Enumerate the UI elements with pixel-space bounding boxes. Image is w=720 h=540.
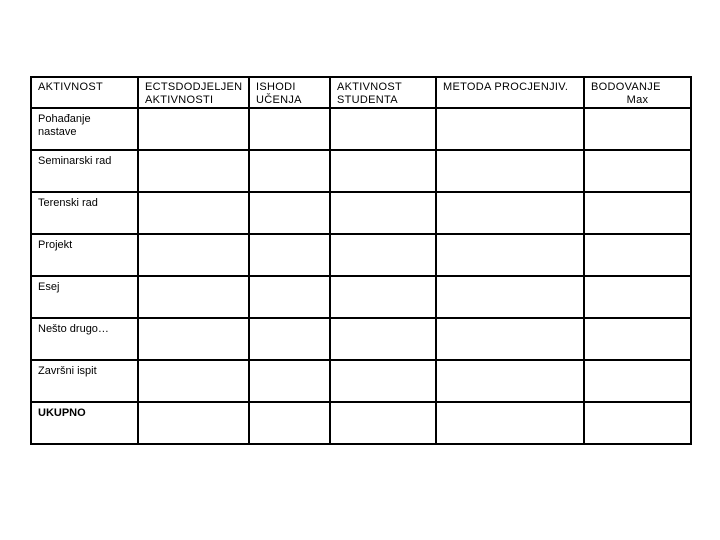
row-label: Esej: [38, 281, 60, 293]
table-row: [31, 360, 691, 402]
cell-student-activity[interactable]: [330, 192, 436, 234]
header-method: [436, 77, 584, 108]
cell-points[interactable]: [584, 192, 691, 234]
header-points: [584, 77, 691, 108]
cell-points[interactable]: [584, 360, 691, 402]
cell-ects[interactable]: [138, 276, 249, 318]
row-label-cell: [31, 318, 138, 360]
cell-points[interactable]: [584, 276, 691, 318]
cell-method[interactable]: [436, 360, 584, 402]
cell-method[interactable]: [436, 234, 584, 276]
row-label: Pohađanje: [38, 113, 91, 125]
cell-points[interactable]: [584, 318, 691, 360]
header-student-activity-label-line2: STUDENTA: [337, 94, 398, 106]
cell-ects[interactable]: [138, 234, 249, 276]
row-label-cell: [31, 108, 138, 150]
header-ects-label-line2: AKTIVNOSTI: [145, 94, 214, 106]
cell-outcomes[interactable]: [249, 360, 330, 402]
table-total-row: [31, 402, 691, 444]
cell-points[interactable]: [584, 108, 691, 150]
cell-student-activity[interactable]: [330, 108, 436, 150]
cell-student-activity[interactable]: [330, 360, 436, 402]
cell-outcomes[interactable]: [249, 108, 330, 150]
cell-student-activity[interactable]: [330, 402, 436, 444]
cell-method[interactable]: [436, 318, 584, 360]
header-outcomes-label: ISHODI: [256, 81, 296, 93]
cell-student-activity[interactable]: [330, 150, 436, 192]
header-method-label: METODA PROCJENJIV.: [443, 81, 569, 93]
cell-method[interactable]: [436, 108, 584, 150]
cell-student-activity[interactable]: [330, 318, 436, 360]
total-label: UKUPNO: [38, 407, 86, 419]
cell-outcomes[interactable]: [249, 402, 330, 444]
row-label: Seminarski rad: [38, 155, 112, 167]
row-label-cell: [31, 234, 138, 276]
cell-ects[interactable]: [138, 360, 249, 402]
table-row: [31, 108, 691, 150]
cell-method[interactable]: [436, 402, 584, 444]
table-row: [31, 192, 691, 234]
table-row: [31, 234, 691, 276]
cell-ects[interactable]: [138, 402, 249, 444]
table-row: [31, 150, 691, 192]
cell-ects[interactable]: [138, 108, 249, 150]
cell-ects[interactable]: [138, 192, 249, 234]
cell-method[interactable]: [436, 192, 584, 234]
header-ects-label: ECTSDODJELJEN: [145, 81, 243, 93]
row-label-cell: [31, 276, 138, 318]
table-row: [31, 276, 691, 318]
cell-outcomes[interactable]: [249, 234, 330, 276]
cell-outcomes[interactable]: [249, 318, 330, 360]
cell-ects[interactable]: [138, 150, 249, 192]
cell-points[interactable]: [584, 402, 691, 444]
row-label: Projekt: [38, 239, 73, 251]
row-label: Terenski rad: [38, 197, 98, 209]
header-activity: [31, 77, 138, 108]
row-label-cell: [31, 402, 138, 444]
table-row: [31, 318, 691, 360]
cell-points[interactable]: [584, 234, 691, 276]
row-label-cell: [31, 360, 138, 402]
header-points-label-line2: Max: [626, 94, 649, 106]
row-label-cell: [31, 150, 138, 192]
cell-outcomes[interactable]: [249, 150, 330, 192]
cell-outcomes[interactable]: [249, 192, 330, 234]
row-label: Završni ispit: [38, 365, 97, 377]
row-label-cell: [31, 192, 138, 234]
row-label-line2: nastave: [38, 126, 77, 138]
header-outcomes-label-line2: UČENJA: [256, 94, 302, 106]
header-points-label: BODOVANJE: [591, 81, 661, 93]
header-student-activity: [330, 77, 436, 108]
header-student-activity-label: AKTIVNOST: [337, 81, 403, 93]
cell-method[interactable]: [436, 276, 584, 318]
cell-method[interactable]: [436, 150, 584, 192]
header-ects: [138, 77, 249, 108]
header-activity-label: AKTIVNOST: [38, 81, 104, 93]
cell-student-activity[interactable]: [330, 234, 436, 276]
cell-ects[interactable]: [138, 318, 249, 360]
table-header-row: [31, 77, 691, 108]
cell-points[interactable]: [584, 150, 691, 192]
cell-student-activity[interactable]: [330, 276, 436, 318]
cell-outcomes[interactable]: [249, 276, 330, 318]
assessment-table: [30, 76, 692, 445]
header-outcomes: [249, 77, 330, 108]
row-label: Nešto drugo…: [38, 323, 109, 335]
